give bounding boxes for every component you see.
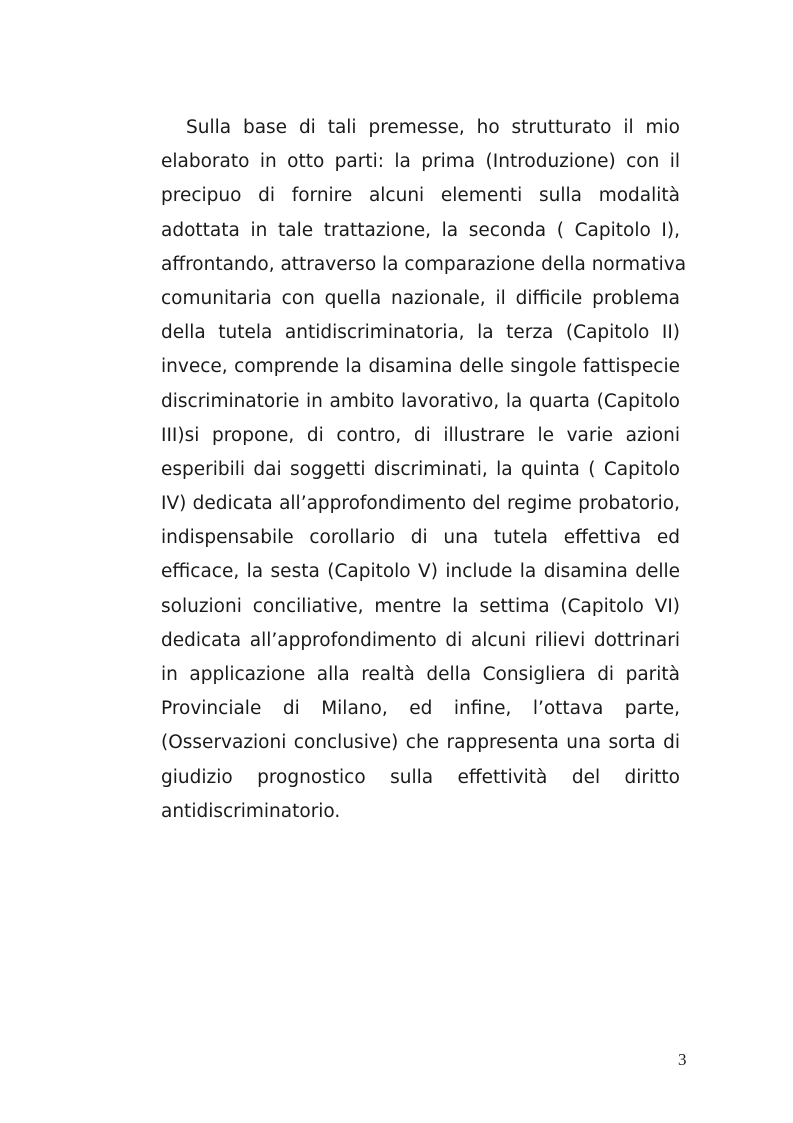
- paragraph-line: adottata in tale trattazione, la seconda ( Capitolo I),: [161, 219, 680, 241]
- paragraph-line: della tutela antidiscriminatoria, la terza (Capitolo II): [161, 322, 680, 344]
- paragraph-line: III)si propone, di contro, di illustrare le varie azioni: [161, 424, 680, 446]
- paragraph-line: indispensabile corollario di una tutela effettiva ed: [161, 527, 680, 549]
- paragraph-line: elaborato in otto parti: la prima (Introduzione) con il: [161, 151, 680, 173]
- page-number: 3: [678, 1050, 687, 1069]
- paragraph-line: efficace, la sesta (Capitolo V) include la disamina delle: [161, 561, 680, 583]
- paragraph-line: (Osservazioni conclusive) che rappresenta una sorta di: [161, 732, 680, 754]
- paragraph-line: in applicazione alla realtà della Consigliera di parità: [161, 664, 680, 685]
- paragraph-line: soluzioni conciliative, mentre la settima (Capitolo VI): [161, 595, 680, 617]
- paragraph-line: affrontando, attraverso la comparazione della normativa: [161, 253, 687, 275]
- paragraph-line: Sulla base di tali premesse, ho strutturato il mio: [186, 117, 680, 138]
- paragraph-line: discriminatorie in ambito lavorativo, la quarta (Capitolo: [161, 390, 680, 412]
- paragraph-line: invece, comprende la disamina delle singole fattispecie: [161, 356, 680, 378]
- paragraph-line: precipuo di fornire alcuni elementi sulla modalità: [161, 185, 680, 207]
- paragraph-line: dedicata all’approfondimento di alcuni rilievi dottrinari: [161, 629, 680, 651]
- paragraph-line: IV) dedicata all’approfondimento del regime probatorio,: [161, 493, 680, 515]
- body-paragraph: [161, 111, 687, 829]
- paragraph-line: comunitaria con quella nazionale, il difficile problema: [161, 287, 680, 309]
- paragraph-line: Provinciale di Milano, ed infine, l’ottava parte,: [161, 698, 680, 720]
- paragraph-line: giudizio prognostico sulla effettività del diritto: [161, 766, 680, 788]
- paragraph-line: antidiscriminatorio.: [161, 800, 341, 822]
- paragraph-line: esperibili dai soggetti discriminati, la quinta ( Capitolo: [161, 458, 680, 480]
